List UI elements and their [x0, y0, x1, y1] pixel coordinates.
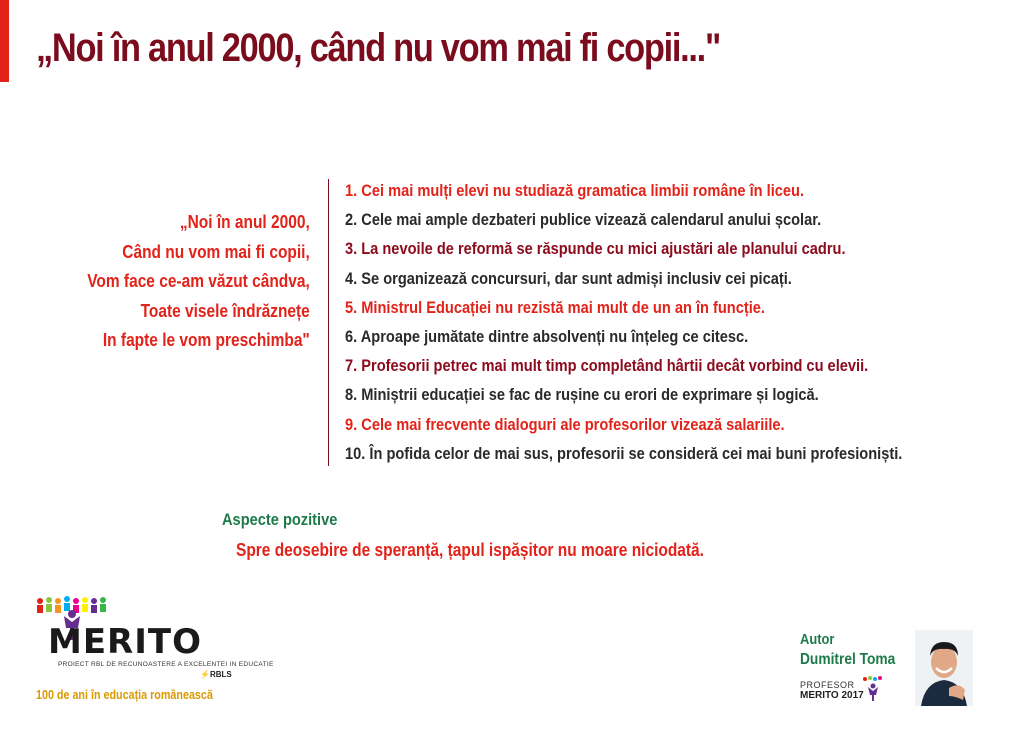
merito-tagline: 100 de ani în educația românească — [36, 688, 213, 702]
numbered-list — [345, 176, 993, 468]
author-role: PROFESOR — [800, 680, 855, 690]
author-award: MERITO 2017 — [800, 690, 864, 701]
poem-line: In fapte le vom preschimba" — [103, 330, 311, 350]
mini-merito-icon — [862, 676, 884, 702]
list-item: 6. Aproape jumătate dintre absolvenți nu înțeleg ce citesc. — [345, 326, 749, 346]
poem-line: Toate visele îndrăznețe — [140, 300, 310, 321]
list-item: 5. Ministrul Educației nu rezistă mai mult de un an în funcție. — [345, 297, 765, 317]
rbls-logo: ⚡RBLS — [200, 670, 232, 679]
merito-subtitle: PROIECT RBL DE RECUNOASTERE A EXCELENTEI IN EDUCATIE — [58, 661, 274, 668]
list-item: 8. Miniștrii educației se fac de rușine cu erori de exprimare și logică. — [345, 385, 819, 405]
list-item: 10. În pofida celor de mai sus, profesorii se consideră cei mai buni profesioniști. — [345, 443, 903, 463]
positive-aspects-text: Spre deosebire de speranță, țapul ispășitor nu moare niciodată. — [236, 540, 704, 560]
red-accent-bar — [0, 0, 9, 82]
list-item: 1. Cei mai mulți elevi nu studiază gramatica limbii române în liceu. — [345, 181, 805, 200]
author-photo — [915, 630, 973, 706]
poem-line: Vom face ce-am văzut cândva, — [87, 271, 310, 291]
author-name: Dumitrel Toma — [800, 651, 896, 668]
rbls-text: RBLS — [209, 670, 232, 679]
poem-line: „Noi în anul 2000, — [180, 212, 310, 232]
merito-logo-text: MERITO — [48, 622, 202, 662]
page-title: „Noi în anul 2000, când nu vom mai fi copii..." — [36, 26, 720, 70]
vertical-divider — [328, 179, 329, 466]
list-item: 2. Cele mai ample dezbateri publice vizează calendarul anului școlar. — [345, 210, 822, 230]
list-item: 4. Se organizează concursuri, dar sunt admiși inclusiv cei picați. — [345, 268, 792, 288]
author-label: Autor — [800, 631, 835, 648]
positive-aspects-heading: Aspecte pozitive — [222, 510, 338, 529]
list-item: 7. Profesorii petrec mai mult timp completând hârtii decât vorbind cu elevii. — [345, 356, 869, 376]
poem-line: Când nu vom mai fi copii, — [122, 241, 310, 262]
list-item: 3. La nevoile de reformă se răspunde cu mici ajustări ale planului cadru. — [345, 239, 846, 259]
poem-quote — [87, 208, 310, 356]
list-item: 9. Cele mai frecvente dialoguri ale profesorilor vizează salariile. — [345, 414, 785, 434]
